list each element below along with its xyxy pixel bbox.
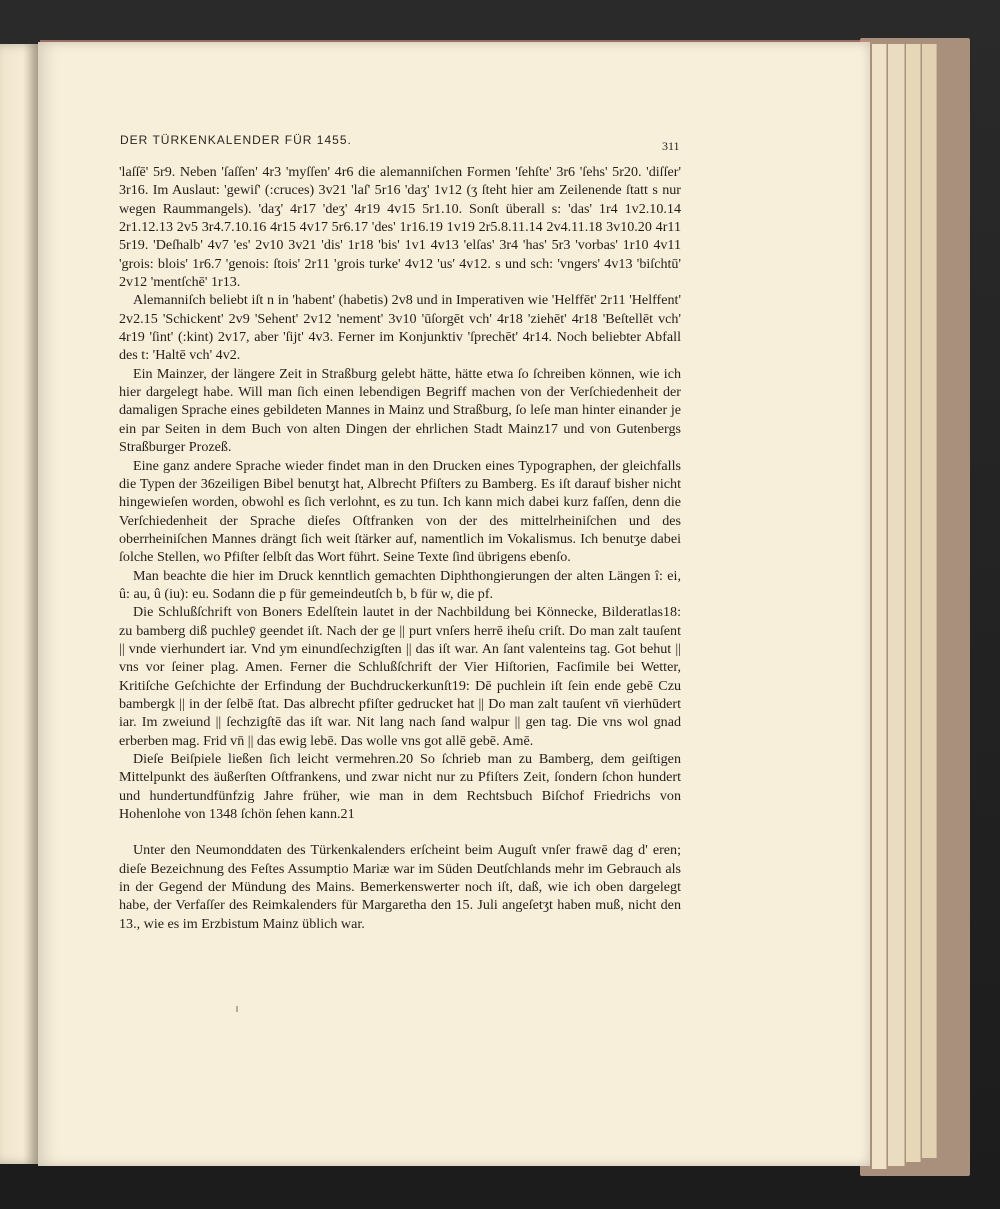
page-edge-stack — [906, 44, 921, 1162]
page-edge-stack — [872, 44, 887, 1169]
left-page-edge — [0, 44, 39, 1164]
running-title: DER TÜRKENKALENDER FÜR 1455. — [120, 133, 352, 147]
page-number: 311 — [662, 139, 680, 153]
paragraph: Alemanniſch beliebt iſt n in 'habent' (habetis) 2v8 und in Imperativen wie 'Helffēt' 2r11 'Helffent' 2v2.15 'Schickent' 2v9 'Sehent' 2v12 'nement' 3v10 'ūſorgēt vch' 4r18 'ziehēt' 4r18 'Beſtellēt vch' 4r19 'ſint' (:kint) 2v17, aber 'ſijt' 4v3. Ferner im Konjunktiv 'ſprechēt' 4r14. Noch beliebter Abfall des t: 'Haltē vch' 4v2. — [119, 292, 681, 364]
paragraph: Dieſe Beiſpiele ließen ſich leicht vermehren.20 So ſchrieb man zu Bamberg, dem geiſtigen Mittelpunkt des äußerſten Oſtfrankens, und zwar nicht nur zu Pfiſters Zeit, ſondern ſchon hundert und hundertundfünfzig Jahre früher, wie man in dem Rechtsbuch Biſchof Friedrichs von Hohenlohe von 1348 ſchön ſehen kann.21 — [119, 751, 681, 823]
pencil-mark — [236, 1006, 238, 1012]
paragraph: Ein Mainzer, der längere Zeit in Straßburg gelebt hätte, hätte etwa ſo ſchreiben können, wie ich hier dargelegt habe. Will man ſich einen lebendigen Begriff machen von der Verſchiedenheit der damaligen Sprache eines gebildeten Mannes in Mainz und Straßburg, ſo leſe man hinter einander je ein par Seiten in dem Buch von alten Dingen der ehrlichen Stadt Mainz17 und von Gutenbergs Straßburger Prozeß. — [119, 365, 681, 456]
paragraph: 'laſſē' 5r9. Neben 'ſaſſen' 4r3 'myſſen' 4r6 die alemanniſchen Formen 'ſehſte' 3r6 'ſehs' 5r20. 'diſſer' 3r16. Im Auslaut: 'gewiſ' (:cruces) 3v21 'laſ' 5r16 'daʒ' 1v12 (ʒ ſteht hier am Zeilenende ſtatt s nur wegen Raummangels). 'daʒ' 4r17 'deʒ' 4r19 4v15 5r1.10. Sonſt überall s: 'das' 1r4 1v2.10.14 2r1.12.13 2v5 3r4.7.10.16 4r15 4v17 5r6.17 'des' 1r16.19 1v19 2r5.8.11.14 2v4.11.18 3v10.20 4r11 5r19. 'Deſhalb' 4v7 'es' 2v10 3v21 'dis' 1r18 'bis' 1v1 4v13 'elſas' 3r4 'has' 5r3 'vorbas' 1r10 4v11 'grois: blois' 1r6.7 'genois: ſtois' 2r11 'grois turke' 4v12 'us' 4v12. s und sch: 'vngers' 4v13 'biſchtū' 2v12 'mentſchē' 1r13. — [119, 164, 681, 291]
page-edge-stack — [922, 44, 937, 1158]
page-edge-stack — [888, 44, 905, 1166]
paragraph: Man beachte die hier im Druck kenntlich gemachten Diphthongierungen der alten Längen î: ei, û: au, û (iu): eu. Sodann die p für gemeindeutſch b, b für w, die pf. — [119, 567, 681, 602]
paragraph: Unter den Neumonddaten des Türkenkalenders erſcheint beim Auguſt vnſer frawē dag d' eren; dieſe Bezeichnung des Feſtes Assumptio Mariæ war im Süden Deutſchlands mehr im Gebrauch als in der Gegend der Mündung des Mains. Bemerkenswerter noch iſt, daß, wie ich oben dargelegt habe, der Verfaſſer des Reimkalenders für Margaretha den 15. Juli angeſetʒt haben muß, nicht den 13., wie es im Erzbistum Mainz üblich war. — [119, 842, 681, 932]
body-text — [119, 163, 681, 933]
paragraph: Die Schlußſchrift von Boners Edelſtein lautet in der Nachbildung bei Könnecke, Bilderatlas18: zu bamberg diß puchleȳ geendet iſt. Nach der ge || purt vnſers herrē iheſu criſt. Do man zalt tauſent || vnde vierhundert iar. Vnd ym einundſechzigſten || das iſt war. An ſant valenteins tag. Got behut || vns vor ſeiner plag. Amen. Ferner die Schlußſchrift der Vier Hiſtorien, Facſimile bei Wetter, Kritiſche Geſchichte der Erfindung der Buchdruckerkunſt19: Dē puchlein iſt ſein ende gebē Czu bambergk || in der ſelbē ſtat. Das albrecht pfiſter gedrucket hat || Do man zalt tauſent vn̄ vierhūdert iar. Im zweiund || ſechzigſtē das iſt war. Nit lang nach ſand walpur || gen tag. Die vns wol gnad erberben mag. Frid vn̄ || das ewig lebē. Das wolle vns got allē gebē. Amē. — [119, 604, 681, 749]
paragraph: Eine ganz andere Sprache wieder findet man in den Drucken eines Typographen, der gleichfalls die Typen der 36zeiligen Bibel benutʒt hat, Albrecht Pfiſters zu Bamberg. Es iſt darauf bisher nicht hingewieſen worden, obwohl es ſich verlohnt, es zu tun. Ich kann mich dabei kurz faſſen, denn die Verſchiedenheit der Sprache dieſes Oſtfranken von der des mittelrheiniſchen und des oberrheiniſchen Mannes drängt ſich weit ſtärker auf, namentlich im Vokalismus. Ich benutʒe dabei ſolche Stellen, wo Pfiſter ſelbſt das Wort führt. Seine Texte ſind übrigens ebenſo. — [119, 457, 681, 566]
